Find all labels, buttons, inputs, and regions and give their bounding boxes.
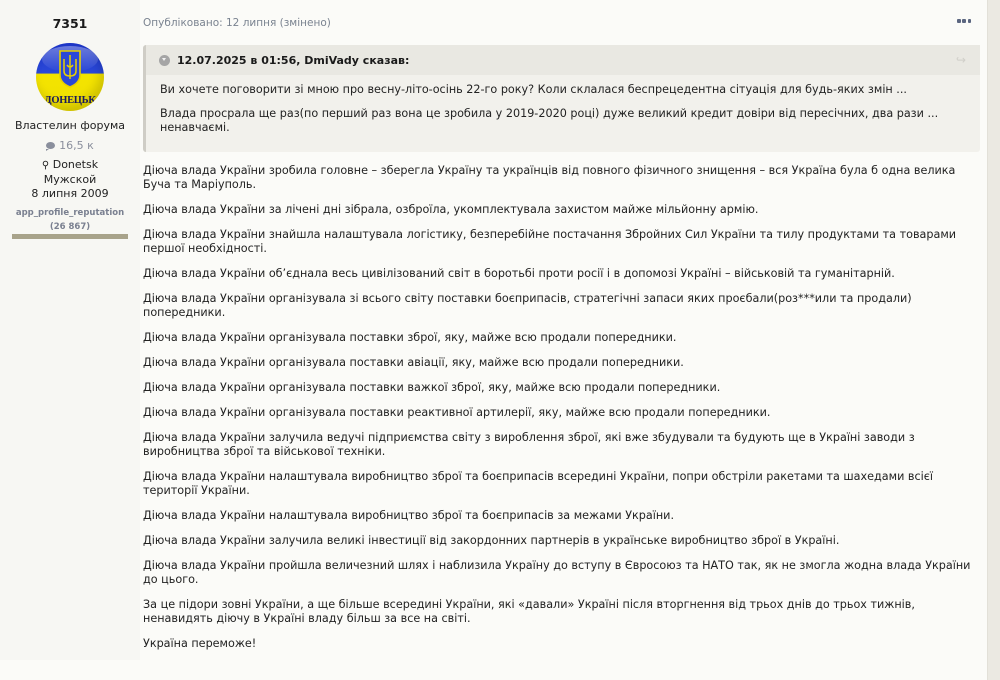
post-paragraph: Діюча влада України налаштувала виробництво зброї та боєприпасів за межами України. (143, 509, 675, 522)
post-paragraph: Діюча влада України організувала поставки авіації, яку, майже всю продали попередники. (143, 356, 684, 369)
post-paragraph: Діюча влада України організувала зі всього світу поставки боєприпасів, стратегічні запаси яких проєбали(роз***или та продали) попередники. (143, 292, 912, 319)
reputation-value: (26 867) (49, 222, 91, 232)
post-paragraph: Діюча влада України за лічені дні зібрала, озброїла, укомплектувала захистом майже мільйонну армію. (143, 203, 759, 216)
ellipsis-icon-dot (968, 19, 972, 23)
chevron-down-icon[interactable] (159, 55, 170, 66)
map-pin-icon: ⚲ (41, 160, 50, 171)
post-paragraph: Діюча влада України організувала поставки реактивної артилерії, яку, майже всю продали попередники. (143, 406, 771, 419)
ellipsis-icon-dot (962, 19, 966, 23)
post-paragraph: Діюча влада України залучила великі інвестиції від закордонних партнерів в українське виробництво зброї в Україні. (143, 534, 840, 547)
avatar-caption: ДОНЕЦЬК (44, 95, 96, 106)
post-paragraph: Діюча влада України налаштувала виробництво зброї та боєприпасів всередині України, попри обстріли ракетами та шахедами всієї території України. (143, 470, 933, 497)
author-joined: 8 липня 2009 (31, 187, 109, 200)
reputation-label: app_profile_reputation (15, 208, 125, 218)
post-paragraph: Україна переможе! (143, 637, 257, 650)
post-published-date[interactable]: Опубліковано: 12 липня (змінено) (143, 17, 331, 29)
post-paragraph: Діюча влада України залучила ведучі підприємства світу з вироблення зброї, які вже збудували та будують ще в Україні заводи з виробництва зброї та військової техніки. (143, 431, 915, 458)
author-location: Donetsk (52, 158, 99, 171)
share-arrow-icon[interactable]: ↪ (956, 53, 967, 67)
post-paragraph: Діюча влада України об’єднала весь цивілізований світ в боротьбі проти росії і в допомозі Україні – військовій та гуманітарній. (143, 267, 895, 280)
quote-paragraph: Ви хочете поговорити зі мною про весну-літо-осінь 22-го року? Коли склалася беспрецедентна сітуація для будь-яких змін ... (160, 83, 907, 96)
post-paragraph: Діюча влада України організувала поставки зброї, яку, майже всю продали попередники. (143, 331, 677, 344)
comment-icon (46, 142, 55, 149)
post-paragraph: За це підори зовні України, а ще більше всередині України, які «давали» Україні після вторгнення від трьох днів до трьох тижнів, ненавидять діючу в Україні владу більш за все на світі. (143, 598, 915, 625)
ellipsis-icon-dot (957, 19, 961, 23)
quote-block (143, 45, 980, 152)
author-gender: Мужской (43, 173, 97, 186)
post-paragraph: Діюча влада України знайшла налаштувала логістику, безперебійне постачання Збройних Сил України та тилу продуктами та товарами першої необхідності. (143, 228, 957, 255)
quote-header (146, 45, 980, 75)
author-details (0, 158, 140, 201)
author-username[interactable]: 7351 (52, 16, 88, 31)
post-content (143, 164, 978, 662)
post-paragraph: Діюча влада України організувала поставки важкої зброї, яку, майже всю продали попередники. (143, 381, 721, 394)
avatar[interactable] (36, 43, 104, 111)
author-panel (0, 0, 140, 660)
post-paragraph: Діюча влада України пройшла величезний шлях і наблизила Україну до вступу в Євросоюз та НАТО так, як не змогла жодна влада України до цього. (143, 559, 971, 586)
quote-citation: 12.07.2025 в 01:56, DmiVady сказав: (177, 53, 410, 67)
quote-paragraph: Влада просрала ще раз(по перший раз вона це зробила у 2019-2020 році) дуже великий кредит довіри від пересічних, два рази ... ненавчаємі. (160, 107, 939, 134)
post-count-value: 16,5 к (59, 139, 94, 152)
author-rank: Властелин форума (14, 119, 126, 132)
reputation-bar (12, 234, 128, 239)
post-more-options-button[interactable] (957, 17, 971, 25)
trident-icon (58, 49, 82, 89)
quote-body (146, 75, 980, 135)
author-post-count[interactable] (0, 139, 140, 152)
post-paragraph: Діюча влада України зробила головне – зберегла Україну та українців від повного фізичного знищення – вся Україна була б одна велика Буча та Маріуполь. (143, 164, 956, 191)
